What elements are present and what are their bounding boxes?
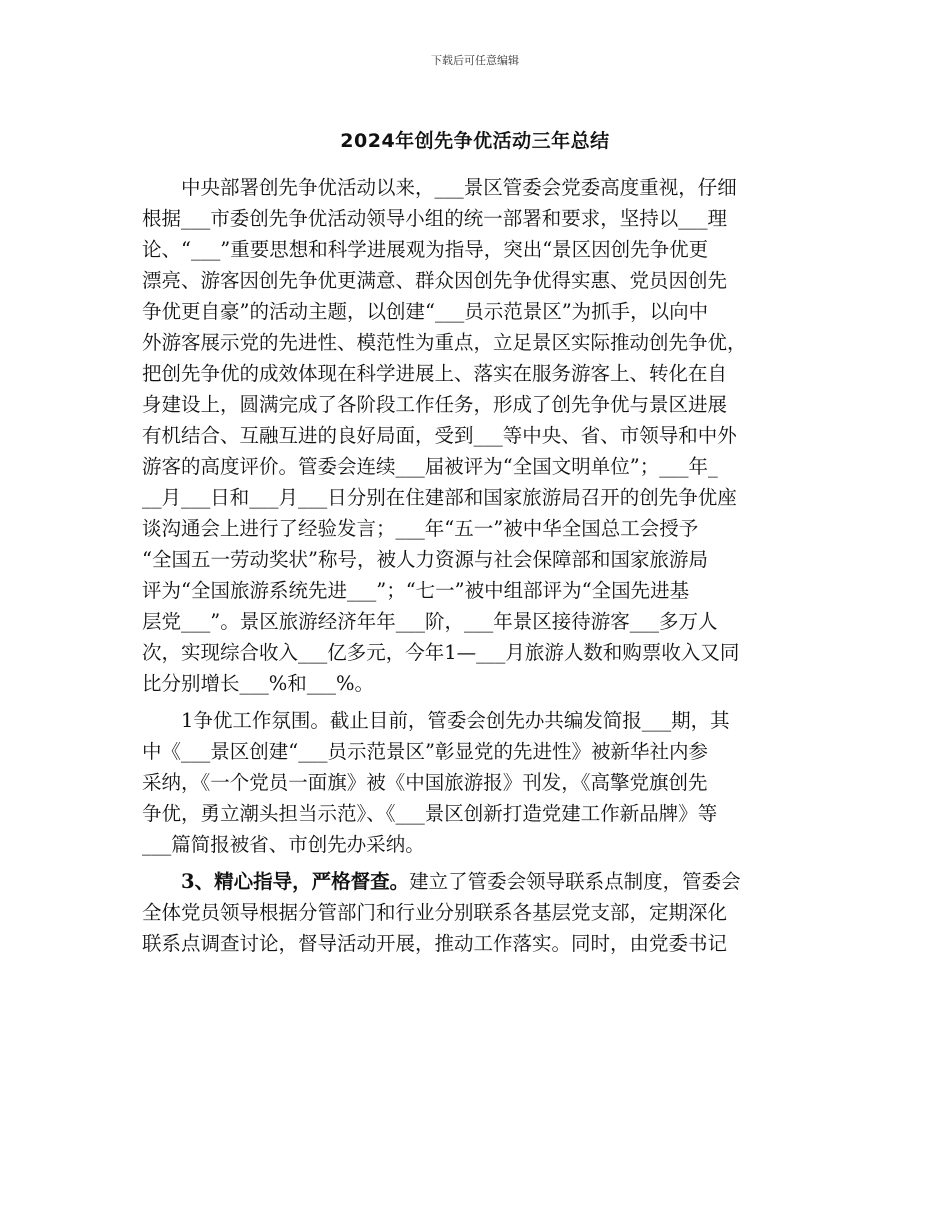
text-line: 漂亮、游客因创先争优更满意、群众因创先争优得实惠、党员因创先 (142, 269, 728, 292)
text-line: 身建设上，圆满完成了各阶段工作任务，形成了创先争优与景区进展 (142, 393, 728, 416)
text-line: 争优更自豪”的活动主题，以创建“___员示范景区”为抓手，以向中 (142, 300, 709, 323)
text-line: 中《___景区创建“___员示范景区”彰显党的先进性》被新华社内参 (142, 740, 708, 763)
text-line: 层党___”。景区旅游经济年年___阶，___年景区接待游客___多万人 (142, 610, 718, 633)
text-line: 把创先争优的成效体现在科学进展上、落实在服务游客上、转化在自 (142, 362, 728, 385)
text-line: 采纳，《一个党员一面旗》被《中国旅游报》刊发，《高擎党旗创先 (142, 771, 708, 794)
text-line: __月___日和___月___日分别在住建部和国家旅游局召开的创先争优座 (142, 486, 737, 509)
text-line: 论、“___”重要思想和科学进展观为指导，突出“景区因创先争优更 (142, 238, 709, 261)
text-line: 争优，勇立潮头担当示范》、《___景区创新打造党建工作新品牌》等 (142, 802, 718, 825)
text-line: 比分别增长___%和___%。 (142, 672, 375, 695)
text-line: 全体党员领导根据分管部门和行业分别联系各基层党支部，定期深化 (142, 901, 728, 924)
text-line: 谈沟通会上进行了经验发言；___年“五一”被中华全国总工会授予 (142, 517, 699, 540)
text-line: 1争优工作氛围。截止目前，管委会创先办共编发简报___期，其 (181, 709, 730, 732)
text-line: 次，实现综合收入___亿多元，今年1—___月旅游人数和购票收入又同 (142, 641, 740, 664)
text-line: 联系点调查讨论，督导活动开展，推动工作落实。同时，由党委书记 (142, 932, 728, 955)
text-line: 有机结合、互融互进的良好局面，受到___等中央、省、市领导和中外 (142, 424, 737, 447)
document-body (142, 172, 812, 963)
paragraph-summary (142, 172, 812, 699)
paragraph-briefings (142, 705, 812, 860)
text-line (142, 866, 812, 897)
section-heading: 3、精心指导，严格督查。 (181, 870, 410, 893)
text-line: 游客的高度评价。管委会连续___届被评为“全国文明单位”；___年_ (142, 455, 718, 478)
text-fragment: 建立了管委会领导联系点制度，管委会 (409, 870, 741, 893)
text-line: 评为“全国旅游系统先进___”；“七一”被中组部评为“全国先进基 (142, 579, 690, 602)
text-line: 外游客展示党的先进性、模范性为重点，立足景区实际推动创先争优， (142, 331, 747, 354)
paragraph-guidance (142, 866, 812, 959)
header-note: 下载后可任意编辑 (431, 54, 519, 67)
text-line: ___篇简报被省、市创先办采纳。 (142, 833, 425, 856)
text-line: “全国五一劳动奖状”称号，被人力资源与社会保障部和国家旅游局 (142, 548, 708, 571)
text-line: 中央部署创先争优活动以来，___景区管委会党委高度重视，仔细 (181, 176, 737, 199)
text-line: 根据___市委创先争优活动领导小组的统一部署和要求，坚持以___理 (142, 207, 728, 230)
document-title: 2024年创先争优活动三年总结 (340, 130, 610, 152)
